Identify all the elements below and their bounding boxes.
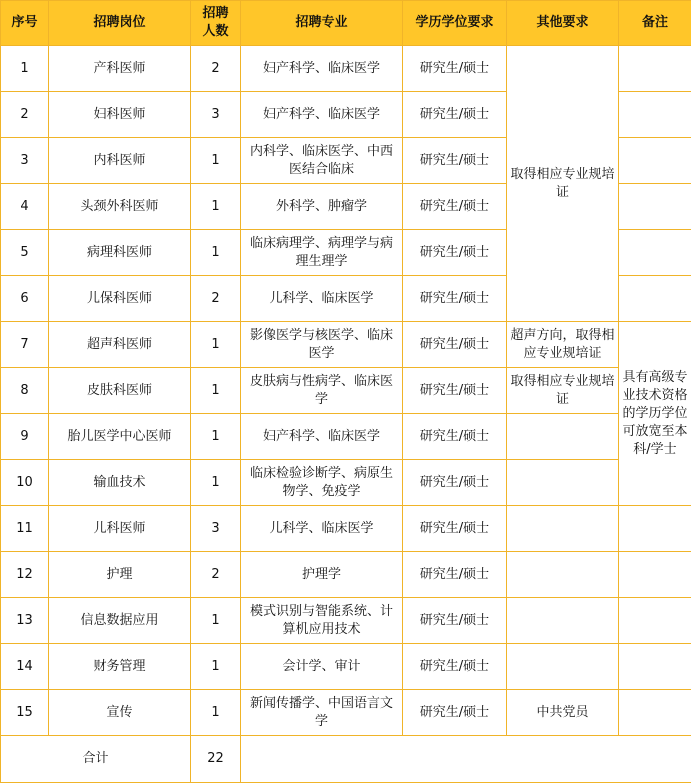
cell-post: 输血技术	[49, 460, 191, 506]
cell-remark	[619, 184, 691, 230]
cell-major: 模式识别与智能系统、计算机应用技术	[241, 598, 403, 644]
cell-serial: 12	[1, 552, 49, 598]
cell-major: 会计学、审计	[241, 644, 403, 690]
cell-degree: 研究生/硕士	[403, 460, 507, 506]
cell-degree: 研究生/硕士	[403, 598, 507, 644]
cell-remark	[619, 506, 691, 552]
cell-count: 3	[191, 92, 241, 138]
cell-serial: 15	[1, 690, 49, 736]
cell-post: 护理	[49, 552, 191, 598]
cell-remark	[619, 276, 691, 322]
cell-serial: 1	[1, 46, 49, 92]
total-row	[1, 736, 691, 783]
cell-count: 1	[191, 414, 241, 460]
cell-count: 1	[191, 322, 241, 368]
cell-count: 2	[191, 46, 241, 92]
cell-other-req-row-15: 中共党员	[507, 690, 619, 736]
cell-count: 1	[191, 184, 241, 230]
cell-count: 1	[191, 644, 241, 690]
cell-count: 1	[191, 138, 241, 184]
table-row	[1, 460, 691, 506]
table-row	[1, 644, 691, 690]
total-label: 合计	[1, 736, 191, 783]
cell-serial: 9	[1, 414, 49, 460]
cell-count: 2	[191, 552, 241, 598]
cell-serial: 10	[1, 460, 49, 506]
cell-count: 1	[191, 598, 241, 644]
cell-degree: 研究生/硕士	[403, 46, 507, 92]
cell-serial: 11	[1, 506, 49, 552]
header-other-requirements: 其他要求	[507, 1, 619, 46]
cell-other-req-row-8: 取得相应专业规培证	[507, 368, 619, 414]
cell-degree: 研究生/硕士	[403, 414, 507, 460]
cell-degree: 研究生/硕士	[403, 276, 507, 322]
cell-major: 儿科学、临床医学	[241, 506, 403, 552]
cell-major: 妇产科学、临床医学	[241, 414, 403, 460]
cell-remark	[619, 552, 691, 598]
cell-serial: 6	[1, 276, 49, 322]
cell-post: 儿保科医师	[49, 276, 191, 322]
cell-degree: 研究生/硕士	[403, 552, 507, 598]
cell-remark	[619, 230, 691, 276]
cell-count: 1	[191, 368, 241, 414]
cell-other-req	[507, 598, 619, 644]
table-row	[1, 414, 691, 460]
cell-other-req-rows-1-6: 取得相应专业规培证	[507, 46, 619, 322]
cell-major: 临床检验诊断学、病原生物学、免疫学	[241, 460, 403, 506]
cell-remark-rows-7-10: 具有高级专业技术资格的学历学位可放宽至本科/学士	[619, 322, 691, 506]
cell-major: 妇产科学、临床医学	[241, 46, 403, 92]
cell-other-req	[507, 552, 619, 598]
cell-remark	[619, 598, 691, 644]
cell-remark	[619, 138, 691, 184]
header-row	[1, 1, 691, 46]
cell-count: 2	[191, 276, 241, 322]
cell-remark	[619, 690, 691, 736]
cell-serial: 8	[1, 368, 49, 414]
cell-major: 外科学、肿瘤学	[241, 184, 403, 230]
header-degree: 学历学位要求	[403, 1, 507, 46]
cell-serial: 14	[1, 644, 49, 690]
cell-other-req	[507, 644, 619, 690]
cell-other-req	[507, 414, 619, 460]
cell-major: 新闻传播学、中国语言文学	[241, 690, 403, 736]
cell-degree: 研究生/硕士	[403, 690, 507, 736]
table-row	[1, 322, 691, 368]
table-row	[1, 506, 691, 552]
cell-serial: 7	[1, 322, 49, 368]
cell-post: 儿科医师	[49, 506, 191, 552]
cell-other-req-row-7: 超声方向，取得相应专业规培证	[507, 322, 619, 368]
cell-other-req	[507, 506, 619, 552]
table-row	[1, 46, 691, 92]
cell-serial: 3	[1, 138, 49, 184]
cell-count: 1	[191, 690, 241, 736]
header-post: 招聘岗位	[49, 1, 191, 46]
cell-post: 产科医师	[49, 46, 191, 92]
cell-serial: 5	[1, 230, 49, 276]
cell-remark	[619, 644, 691, 690]
header-remarks: 备注	[619, 1, 691, 46]
cell-serial: 4	[1, 184, 49, 230]
cell-degree: 研究生/硕士	[403, 368, 507, 414]
cell-remark	[619, 46, 691, 92]
cell-major: 儿科学、临床医学	[241, 276, 403, 322]
cell-count: 1	[191, 230, 241, 276]
header-count: 招聘 人数	[191, 1, 241, 46]
cell-post: 胎儿医学中心医师	[49, 414, 191, 460]
cell-post: 宣传	[49, 690, 191, 736]
cell-degree: 研究生/硕士	[403, 184, 507, 230]
cell-major: 临床病理学、病理学与病理生理学	[241, 230, 403, 276]
cell-other-req	[507, 460, 619, 506]
cell-degree: 研究生/硕士	[403, 506, 507, 552]
cell-degree: 研究生/硕士	[403, 138, 507, 184]
cell-post: 病理科医师	[49, 230, 191, 276]
cell-major: 皮肤病与性病学、临床医学	[241, 368, 403, 414]
cell-post: 内科医师	[49, 138, 191, 184]
table-row	[1, 690, 691, 736]
cell-degree: 研究生/硕士	[403, 644, 507, 690]
total-value: 22	[191, 736, 241, 783]
table-row	[1, 552, 691, 598]
cell-post: 头颈外科医师	[49, 184, 191, 230]
cell-remark	[619, 92, 691, 138]
cell-serial: 13	[1, 598, 49, 644]
cell-post: 信息数据应用	[49, 598, 191, 644]
cell-degree: 研究生/硕士	[403, 322, 507, 368]
table-row	[1, 598, 691, 644]
cell-count: 3	[191, 506, 241, 552]
header-serial: 序号	[1, 1, 49, 46]
header-major: 招聘专业	[241, 1, 403, 46]
cell-post: 妇科医师	[49, 92, 191, 138]
total-blank	[241, 736, 691, 783]
table-row	[1, 368, 691, 414]
cell-post: 超声科医师	[49, 322, 191, 368]
cell-degree: 研究生/硕士	[403, 230, 507, 276]
cell-degree: 研究生/硕士	[403, 92, 507, 138]
cell-major: 内科学、临床医学、中西医结合临床	[241, 138, 403, 184]
cell-post: 财务管理	[49, 644, 191, 690]
cell-major: 妇产科学、临床医学	[241, 92, 403, 138]
cell-major: 影像医学与核医学、临床医学	[241, 322, 403, 368]
cell-serial: 2	[1, 92, 49, 138]
cell-major: 护理学	[241, 552, 403, 598]
cell-count: 1	[191, 460, 241, 506]
cell-post: 皮肤科医师	[49, 368, 191, 414]
